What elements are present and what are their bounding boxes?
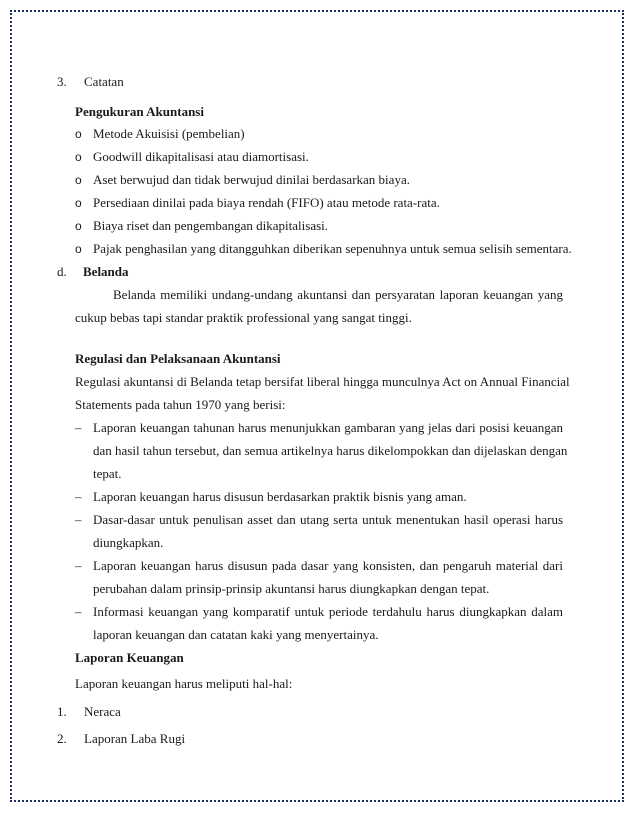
list-item: Pajak penghasilan yang ditangguhkan diberikan sepenuhnya untuk semua selisih sementara. bbox=[93, 241, 572, 256]
list-item-line: dan hasil tahun tersebut, dan semua artikelnya harus dikelompokkan dan dijelaskan dengan bbox=[93, 443, 568, 458]
list-item: Persediaan dinilai pada biaya rendah (FIFO) atau metode rata-rata. bbox=[93, 195, 440, 210]
bullet-icon: o bbox=[75, 196, 82, 210]
list-item: Aset berwujud dan tidak berwujud dinilai berdasarkan biaya. bbox=[93, 172, 410, 187]
section-title: Belanda bbox=[83, 264, 129, 279]
section-number: d. bbox=[57, 264, 67, 279]
list-item: Laporan Laba Rugi bbox=[84, 731, 186, 746]
list-item: Neraca bbox=[84, 704, 121, 719]
section-title: Catatan bbox=[84, 74, 124, 89]
bullet-icon: o bbox=[75, 150, 82, 164]
list-number: 2. bbox=[57, 731, 67, 746]
heading-pengukuran: Pengukuran Akuntansi bbox=[75, 104, 204, 119]
list-item: Goodwill dikapitalisasi atau diamortisasi. bbox=[93, 149, 309, 164]
list-item-line: Laporan keuangan harus disusun pada dasar yang konsisten, dan pengaruh material dari bbox=[93, 558, 563, 573]
paragraph-line: Regulasi akuntansi di Belanda tetap bersifat liberal hingga munculnya Act on Annual Financial bbox=[75, 374, 570, 389]
dash-icon: – bbox=[75, 512, 82, 527]
paragraph-line: Laporan keuangan harus meliputi hal-hal: bbox=[75, 676, 293, 691]
dash-icon: – bbox=[75, 558, 82, 573]
list-item: Biaya riset dan pengembangan dikapitalisasi. bbox=[93, 218, 329, 233]
list-item-line: perubahan dalam prinsip-prinsip akuntansi harus diungkapkan dengan tepat. bbox=[93, 581, 490, 596]
list-item-line: Laporan keuangan tahunan harus menunjukkan gambaran yang jelas dari posisi keuangan bbox=[93, 420, 563, 435]
paragraph-line: Statements pada tahun 1970 yang berisi: bbox=[75, 397, 286, 412]
bullet-icon: o bbox=[75, 219, 82, 233]
list-item-line: laporan keuangan dan catatan kaki yang menyertainya. bbox=[93, 627, 379, 642]
paragraph-line: cukup bebas tapi standar praktik professional yang sangat tinggi. bbox=[75, 310, 412, 325]
bullet-icon: o bbox=[75, 127, 82, 141]
list-number: 1. bbox=[57, 704, 67, 719]
heading-laporan: Laporan Keuangan bbox=[75, 650, 184, 665]
section-number: 3. bbox=[57, 74, 67, 89]
list-item-line: Dasar-dasar untuk penulisan asset dan utang serta untuk menentukan hasil operasi harus bbox=[93, 512, 563, 527]
list-item: Metode Akuisisi (pembelian) bbox=[93, 126, 245, 141]
list-item-line: diungkapkan. bbox=[93, 535, 164, 550]
heading-regulasi: Regulasi dan Pelaksanaan Akuntansi bbox=[75, 351, 281, 366]
list-item-line: Informasi keuangan yang komparatif untuk periode terdahulu harus diungkapkan dalam bbox=[93, 604, 563, 619]
paragraph-line: Belanda memiliki undang-undang akuntansi dan persyaratan laporan keuangan yang bbox=[113, 287, 563, 302]
dash-icon: – bbox=[75, 489, 82, 504]
dash-icon: – bbox=[75, 604, 82, 619]
list-item-line: Laporan keuangan harus disusun berdasarkan praktik bisnis yang aman. bbox=[93, 489, 467, 504]
bullet-icon: o bbox=[75, 242, 82, 256]
list-item-line: tepat. bbox=[93, 466, 122, 481]
bullet-icon: o bbox=[75, 173, 82, 187]
dash-icon: – bbox=[75, 420, 82, 435]
